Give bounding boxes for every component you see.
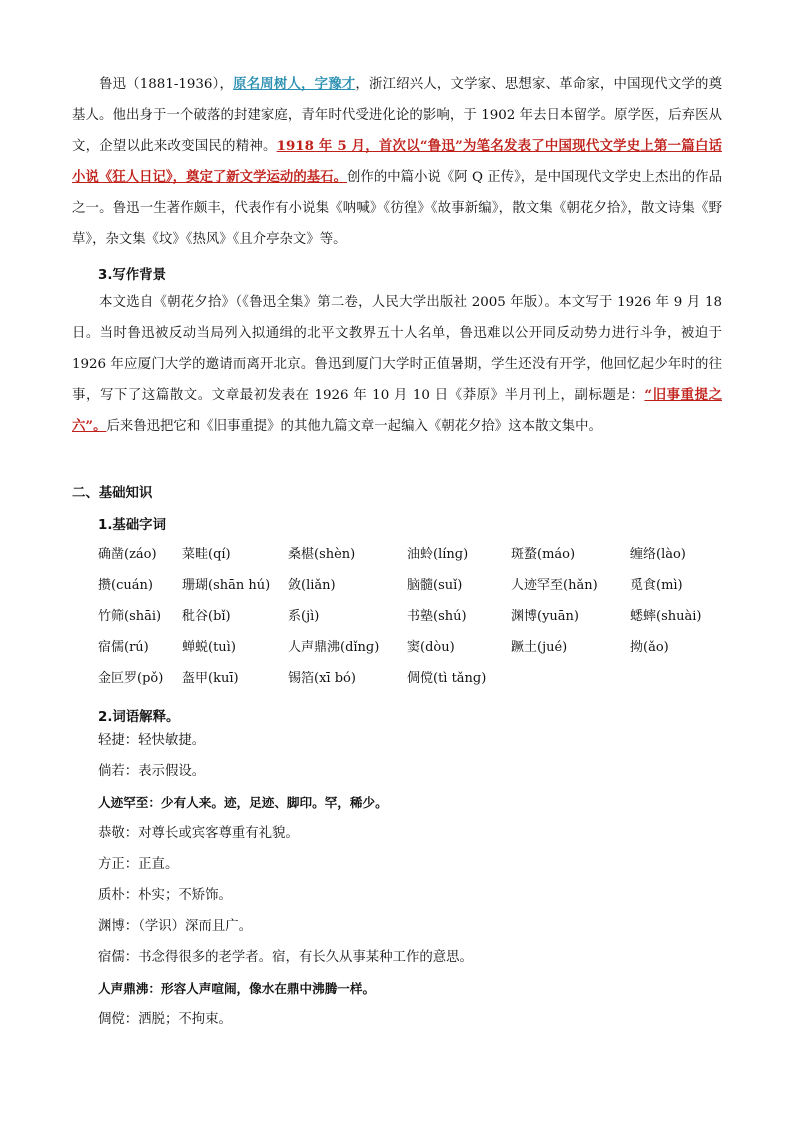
vocab-item: 倜傥(tì tǎnɡ) <box>407 671 487 686</box>
definitions-list <box>98 725 728 1035</box>
writing-background-paragraph <box>72 287 722 442</box>
vocab-item: 菜畦(qí) <box>182 547 231 562</box>
vocab-item: 盔甲(kuī) <box>182 671 239 686</box>
vocab-item: 渊博(yuān) <box>511 609 579 624</box>
vocab-item: 蟋蟀(shuài) <box>630 609 702 624</box>
vocab-item: 觅食(mì) <box>630 578 683 593</box>
vocab-row <box>98 537 728 568</box>
first-novel-highlight: 1918 年 5 月，首次以“鲁迅”为笔名发表了中国现代文学史上第一篇白话小说《狂人日记》，奠定了新文学运动的基石。 <box>72 138 723 185</box>
intro-text-1: 鲁迅（1881-1936）， <box>99 77 234 92</box>
vocab-row <box>98 630 728 661</box>
vocab-item: 蹶土(jué) <box>511 640 568 655</box>
definitions-heading: 2.词语解释。 <box>98 710 180 725</box>
vocab-row <box>98 568 728 599</box>
vocab-item: 人迹罕至(hǎn) <box>511 578 598 593</box>
vocab-item: 缠络(lào) <box>630 547 686 562</box>
definition-item: 方正：正直。 <box>98 857 179 872</box>
vocab-item: 桑椹(shèn) <box>288 547 356 562</box>
definition-item: 倜傥：洒脱；不拘束。 <box>98 1012 232 1027</box>
definition-item: 渊博：（学识）深而且广。 <box>98 919 252 934</box>
definition-item: 恭敬：对尊长或宾客尊重有礼貌。 <box>98 826 299 841</box>
vocab-item: 竹筛(shāi) <box>98 609 162 624</box>
vocab-item: 拗(ǎo) <box>630 640 669 655</box>
vocab-item: 斑蝥(máo) <box>511 547 576 562</box>
subtitle-highlight: “旧事重提之六”。 <box>72 387 722 434</box>
vocab-row <box>98 599 728 630</box>
background-text-2: 后来鲁迅把它和《旧事重提》的其他九篇文章一起编入《朝花夕拾》这本散文集中。 <box>106 419 602 434</box>
vocab-item: 攒(cuán) <box>98 578 153 593</box>
vocab-item: 确凿(záo) <box>98 547 157 562</box>
definition-item: 质朴：朴实；不矫饰。 <box>98 888 232 903</box>
intro-text-2: ，浙江绍兴人，文学家、思想家、革命家，中国现代文学的奠基人。他出身于一个破落的封建家庭，青年时代受进化论的影响，于 1902 年去日本留学。原学医，后弃医从文，企望以此来改变国民的精神。 <box>72 77 723 154</box>
writing-background-heading: 3.写作背景 <box>98 268 166 283</box>
vocab-item: 书塾(shú) <box>407 609 467 624</box>
vocab-item: 敛(liǎn) <box>288 578 336 593</box>
vocab-item: 系(jì) <box>288 609 320 624</box>
definition-item: 宿儒：书念得很多的老学者。宿，有长久从事某种工作的意思。 <box>98 950 473 965</box>
definition-item: 轻捷：轻快敏捷。 <box>98 733 206 748</box>
definition-item: 人声鼎沸：形容人声喧闹，像水在鼎中沸腾一样。 <box>98 981 376 996</box>
vocab-item: 人声鼎沸(dǐnɡ) <box>288 640 380 655</box>
vocab-item: 油蛉(línɡ) <box>407 547 469 562</box>
vocab-item: 金叵罗(pǒ) <box>98 671 164 686</box>
author-intro-paragraph <box>72 69 722 255</box>
vocab-item: 锡箔(xī bó) <box>288 671 356 686</box>
definition-item: 倘若：表示假设。 <box>98 764 206 779</box>
vocab-row <box>98 661 728 692</box>
intro-text-3: 创作的中篇小说《阿 Q 正传》，是中国现代文学史上杰出的作品之一。鲁迅一生著作颇丰，代表作有小说集《呐喊》《彷徨》《故事新编》，散文集《朝花夕拾》，散文诗集《野草》，杂文集《坟》《热风》《且介亭杂文》等。 <box>72 170 722 247</box>
vocab-item: 宿儒(rú) <box>98 640 149 655</box>
original-name-highlight: 原名周树人，字豫才 <box>233 76 356 92</box>
background-text-1: 本文选自《朝花夕拾》（《鲁迅全集》第二卷，人民大学出版社 2005 年版）。本文写于 1926 年 9 月 18 日。当时鲁迅被反动当局列入拟通缉的北平文教界五十人名单，鲁迅难以公开同反动势力进行斗争，被迫于 1926 年应厦门大学的邀请而离开北京。鲁迅到厦门大学时正值暑期，学生还没有开学，他回忆起少年时的往事，写下了这篇散文。文章最初发表在 1926 年 10 月 10 日《莽原》半月刊上，副标题是： <box>72 295 722 403</box>
vocab-grid <box>98 537 728 692</box>
vocab-item: 蝉蜕(tuì) <box>182 640 236 655</box>
vocab-item: 窦(dòu) <box>407 640 455 655</box>
vocab-item: 脑髓(suǐ) <box>407 578 463 593</box>
vocab-heading: 1.基础字词 <box>98 518 166 533</box>
definition-item: 人迹罕至：少有人来。迹，足迹、脚印。罕，稀少。 <box>98 795 388 810</box>
vocab-item: 珊瑚(shān hú) <box>182 578 271 593</box>
vocab-item: 秕谷(bǐ) <box>182 609 231 624</box>
section-basic-knowledge-heading: 二、基础知识 <box>72 486 153 501</box>
